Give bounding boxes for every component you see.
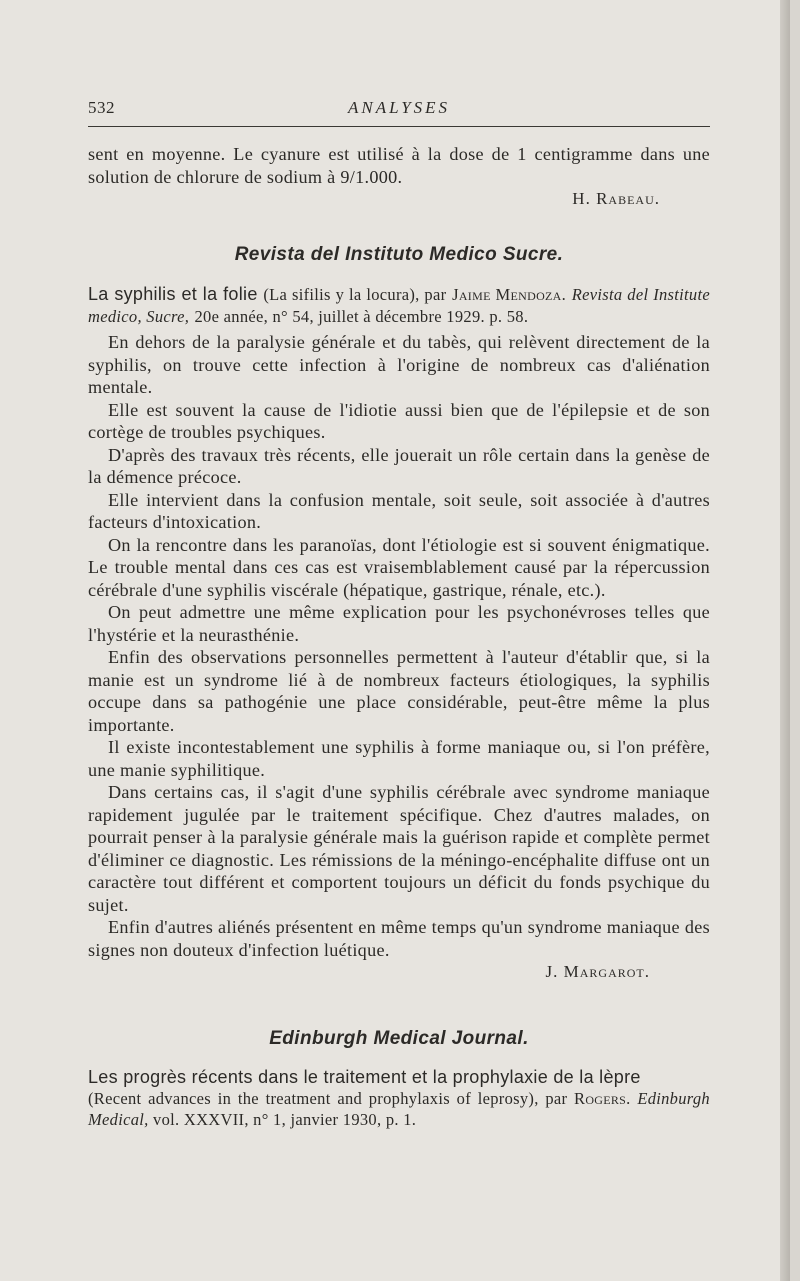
paragraph: Enfin d'autres aliénés présentent en même temps qu'un syndrome maniaque des signes non douteux d'infection luétique. <box>88 917 710 960</box>
journal-reference: Edinburgh Medical, <box>88 1089 710 1129</box>
paragraph: Il existe incontestablement une syphilis à forme maniaque ou, si l'on préfère, une manie syphilitique. <box>88 737 710 780</box>
paragraph: Enfin des observations personnelles permettent à l'auteur d'établir que, si la manie est un syndrome lié à de nombreux facteurs étiologiques, la syphilis occupe dans sa pathogénie une place considérable, peut-être même la plus importante. <box>88 647 710 735</box>
journal-heading: Revista del Instituto Medico Sucre. <box>234 244 564 265</box>
article-heading <box>88 283 710 327</box>
article-syphilis-folie <box>88 283 710 984</box>
section-edinburgh <box>88 1028 710 1051</box>
article-title: Les progrès récents dans le traitement et la prophylaxie de la lèpre <box>88 1067 641 1087</box>
article-ref <box>88 1088 710 1130</box>
article-ref: (La sifilis y la locura), par <box>263 285 447 304</box>
continuation-block <box>88 143 710 211</box>
paragraph: Dans certains cas, il s'agit d'une syphilis cérébrale avec syndrome maniaque rapidement jugulée par le traitement spécifique. Chez d'autres malades, on pourrait penser à la paralysie générale mais la guérison rapide et complète permet d'éliminer ce diagnostic. Les rémissions de la méningo-encéphalite diffuse ont un caractère tout différent et comportent toujours un déficit du fonds psychique du sujet. <box>88 782 710 915</box>
reference-details: vol. XXXVII, n° 1, janvier 1930, p. 1. <box>153 1110 417 1129</box>
section-revista <box>88 244 710 267</box>
page-edge <box>780 0 790 1281</box>
signature-rabeau: H. Rabeau. <box>572 189 660 208</box>
journal-reference: Revista del Institute medico, Sucre, <box>88 285 710 326</box>
article-author: Jaime Mendoza. <box>452 285 567 304</box>
paragraph: Elle intervient dans la confusion mentale, soit seule, soit associée à d'autres facteurs d'intoxication. <box>88 489 710 532</box>
paragraph: En dehors de la paralysie générale et du tabès, qui relèvent directement de la syphilis, on trouve cette infection à l'origine de nombreux cas d'aliénation mentale. <box>88 332 710 397</box>
article-lepre <box>88 1066 710 1130</box>
paragraph: Elle est souvent la cause de l'idiotie aussi bien que de l'épilepsie et de son cortège de troubles psychiques. <box>88 399 710 442</box>
article-title: La syphilis et la folie <box>88 284 258 304</box>
page-number: 532 <box>88 98 115 117</box>
ref-line: (Recent advances in the treatment and prophylaxis of leprosy), par <box>88 1089 568 1108</box>
continuation-text: sent en moyenne. Le cyanure est utilisé à la dose de 1 centigramme dans une solution de chlorure de sodium à 9/1.000. <box>88 144 710 187</box>
running-title: ANALYSES <box>347 98 451 117</box>
paragraph: On la rencontre dans les paranoïas, dont l'étiologie est si souvent énigmatique. Le trouble mental dans ces cas est vraisemblablement causé par la répercussion cérébrale d'une syphilis viscérale (hépatique, gastrique, rénale, etc.). <box>88 534 710 600</box>
paragraph: On peut admettre une même explication pour les psychonévroses telles que l'hystérie et la neurasthénie. <box>88 602 710 645</box>
reference-details: 20e année, n° 54, juillet à décembre 1929. p. 58. <box>194 307 529 326</box>
journal-heading: Edinburgh Medical Journal. <box>269 1028 529 1049</box>
article-author: Rogers. <box>574 1089 631 1108</box>
running-header <box>88 96 710 127</box>
signature-margarot: J. Margarot. <box>545 962 650 981</box>
paragraph: D'après des travaux très récents, elle jouerait un rôle certain dans la genèse de la démence précoce. <box>88 444 710 487</box>
